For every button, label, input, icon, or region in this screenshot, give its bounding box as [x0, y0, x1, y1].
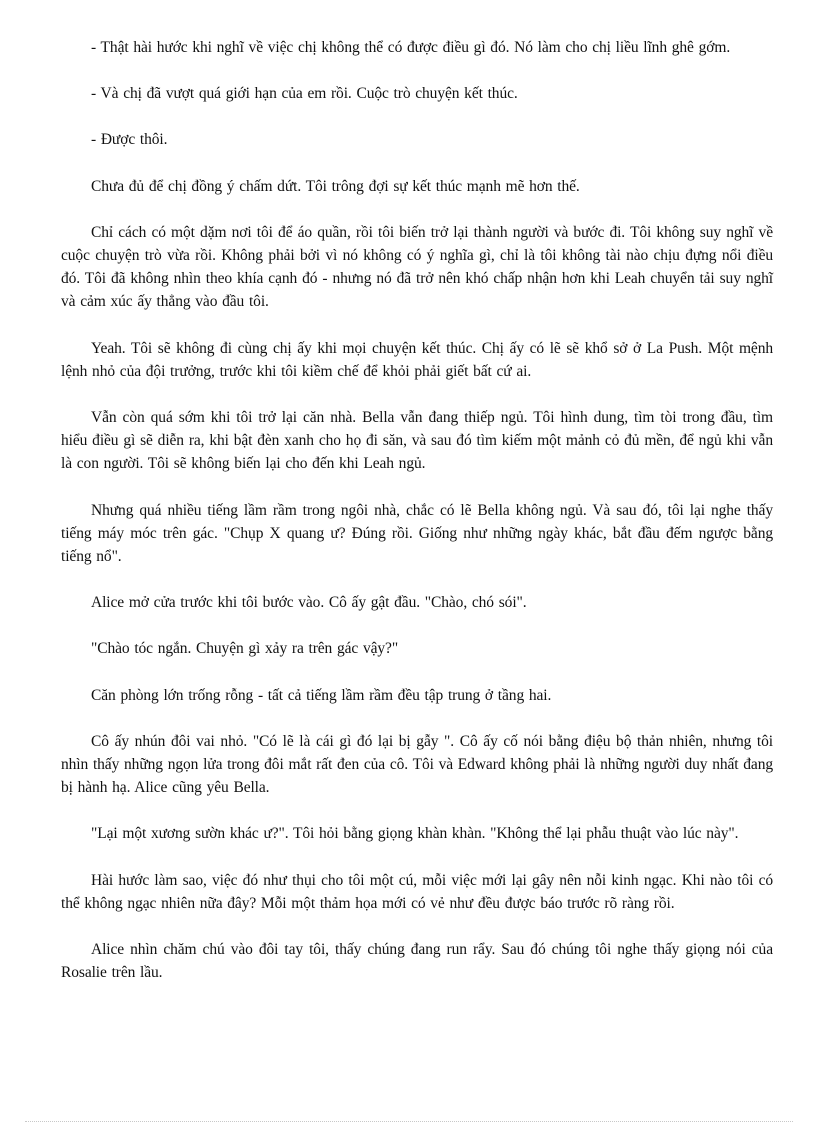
paragraph-13: "Lại một xương sườn khác ư?". Tôi hỏi bằng giọng khàn khàn. "Không thể lại phẫu thuật vào lúc này". [91, 825, 739, 843]
paragraph-15: Alice nhìn chăm chú vào đôi tay tôi, thấy chúng đang run rẩy. Sau đó chúng tôi nghe thấy giọng nói của Rosalie trên lầu. [61, 941, 773, 982]
paragraph-11: Căn phòng lớn trống rỗng - tất cả tiếng lầm rầm đều tập trung ở tầng hai. [91, 686, 552, 704]
page-bottom-divider [25, 1121, 793, 1122]
paragraph-8: Nhưng quá nhiều tiếng lầm rầm trong ngôi nhà, chắc có lẽ Bella không ngủ. Và sau đó, tôi lại nghe thấy tiếng máy móc trên gác. "Chụp X quang ư? Đúng rồi. Giống như những ngày khác, bắt đầu đếm ngược bằng tiếng nổ". [61, 501, 773, 566]
paragraph-5: Chỉ cách có một dặm nơi tôi để áo quần, rồi tôi biến trở lại thành người và bước đi. Tôi không suy nghĩ về cuộc chuyện trò vừa rồi. Không phải bởi vì nó không có ý nghĩa gì, chỉ là tôi không tài nào chịu đựng nổi điều đó. Tôi đã không nhìn theo khía cạnh đó - nhưng nó đã trở nên khó chấp nhận hơn khi Leah chuyển tải suy nghĩ và cảm xúc ấy thẳng vào đầu tôi. [61, 223, 773, 311]
paragraph-4: Chưa đủ để chị đồng ý chấm dứt. Tôi trông đợi sự kết thúc mạnh mẽ hơn thế. [91, 177, 580, 195]
paragraph-9: Alice mở cửa trước khi tôi bước vào. Cô ấy gật đầu. "Chào, chó sói". [91, 594, 527, 612]
paragraph-1: - Thật hài hước khi nghĩ về việc chị không thể có được điều gì đó. Nó làm cho chị liều lĩnh ghê gớm. [91, 39, 731, 56]
paragraph-12: Cô ấy nhún đôi vai nhỏ. "Có lẽ là cái gì đó lại bị gẫy ". Cô ấy cố nói bằng điệu bộ thản nhiên, nhưng tôi nhìn thấy những ngọn lửa trong đôi mắt rất đen của cô. Tôi và Edward không phải là những người duy nhất đang bị hành hạ. Alice cũng yêu Bella. [61, 732, 773, 797]
document-page [61, 36, 773, 1007]
paragraph-14: Hài hước làm sao, việc đó như thụi cho tôi một cú, mỗi việc mới lại gây nên nỗi kinh ngạc. Khi nào tôi có thể không ngạc nhiên nữa đây? Mỗi một thảm họa mới có vẻ như đều được báo trước rõ ràng rồi. [61, 871, 773, 912]
paragraph-3: - Được thôi. [91, 131, 168, 149]
paragraph-7: Vẫn còn quá sớm khi tôi trở lại căn nhà. Bella vẫn đang thiếp ngủ. Tôi hình dung, tìm tòi trong đầu, tìm hiểu điều gì sẽ diễn ra, khi bật đèn xanh cho họ đi săn, và sau đó tìm kiếm một mảnh cỏ đủ mền, để ngủ khi vẫn là con người. Tôi sẽ không biến lại cho đến khi Leah ngủ. [61, 409, 773, 473]
paragraph-6: Yeah. Tôi sẽ không đi cùng chị ấy khi mọi chuyện kết thúc. Chị ấy có lẽ sẽ khổ sở ở La Push. Một mệnh lệnh nhỏ của đội trưởng, trước khi tôi kiềm chế để khỏi phải giết bất cứ ai. [61, 339, 773, 380]
paragraph-10: "Chào tóc ngắn. Chuyện gì xảy ra trên gác vậy?" [91, 640, 399, 658]
paragraph-2: - Và chị đã vượt quá giới hạn của em rồi. Cuộc trò chuyện kết thúc. [91, 85, 518, 103]
